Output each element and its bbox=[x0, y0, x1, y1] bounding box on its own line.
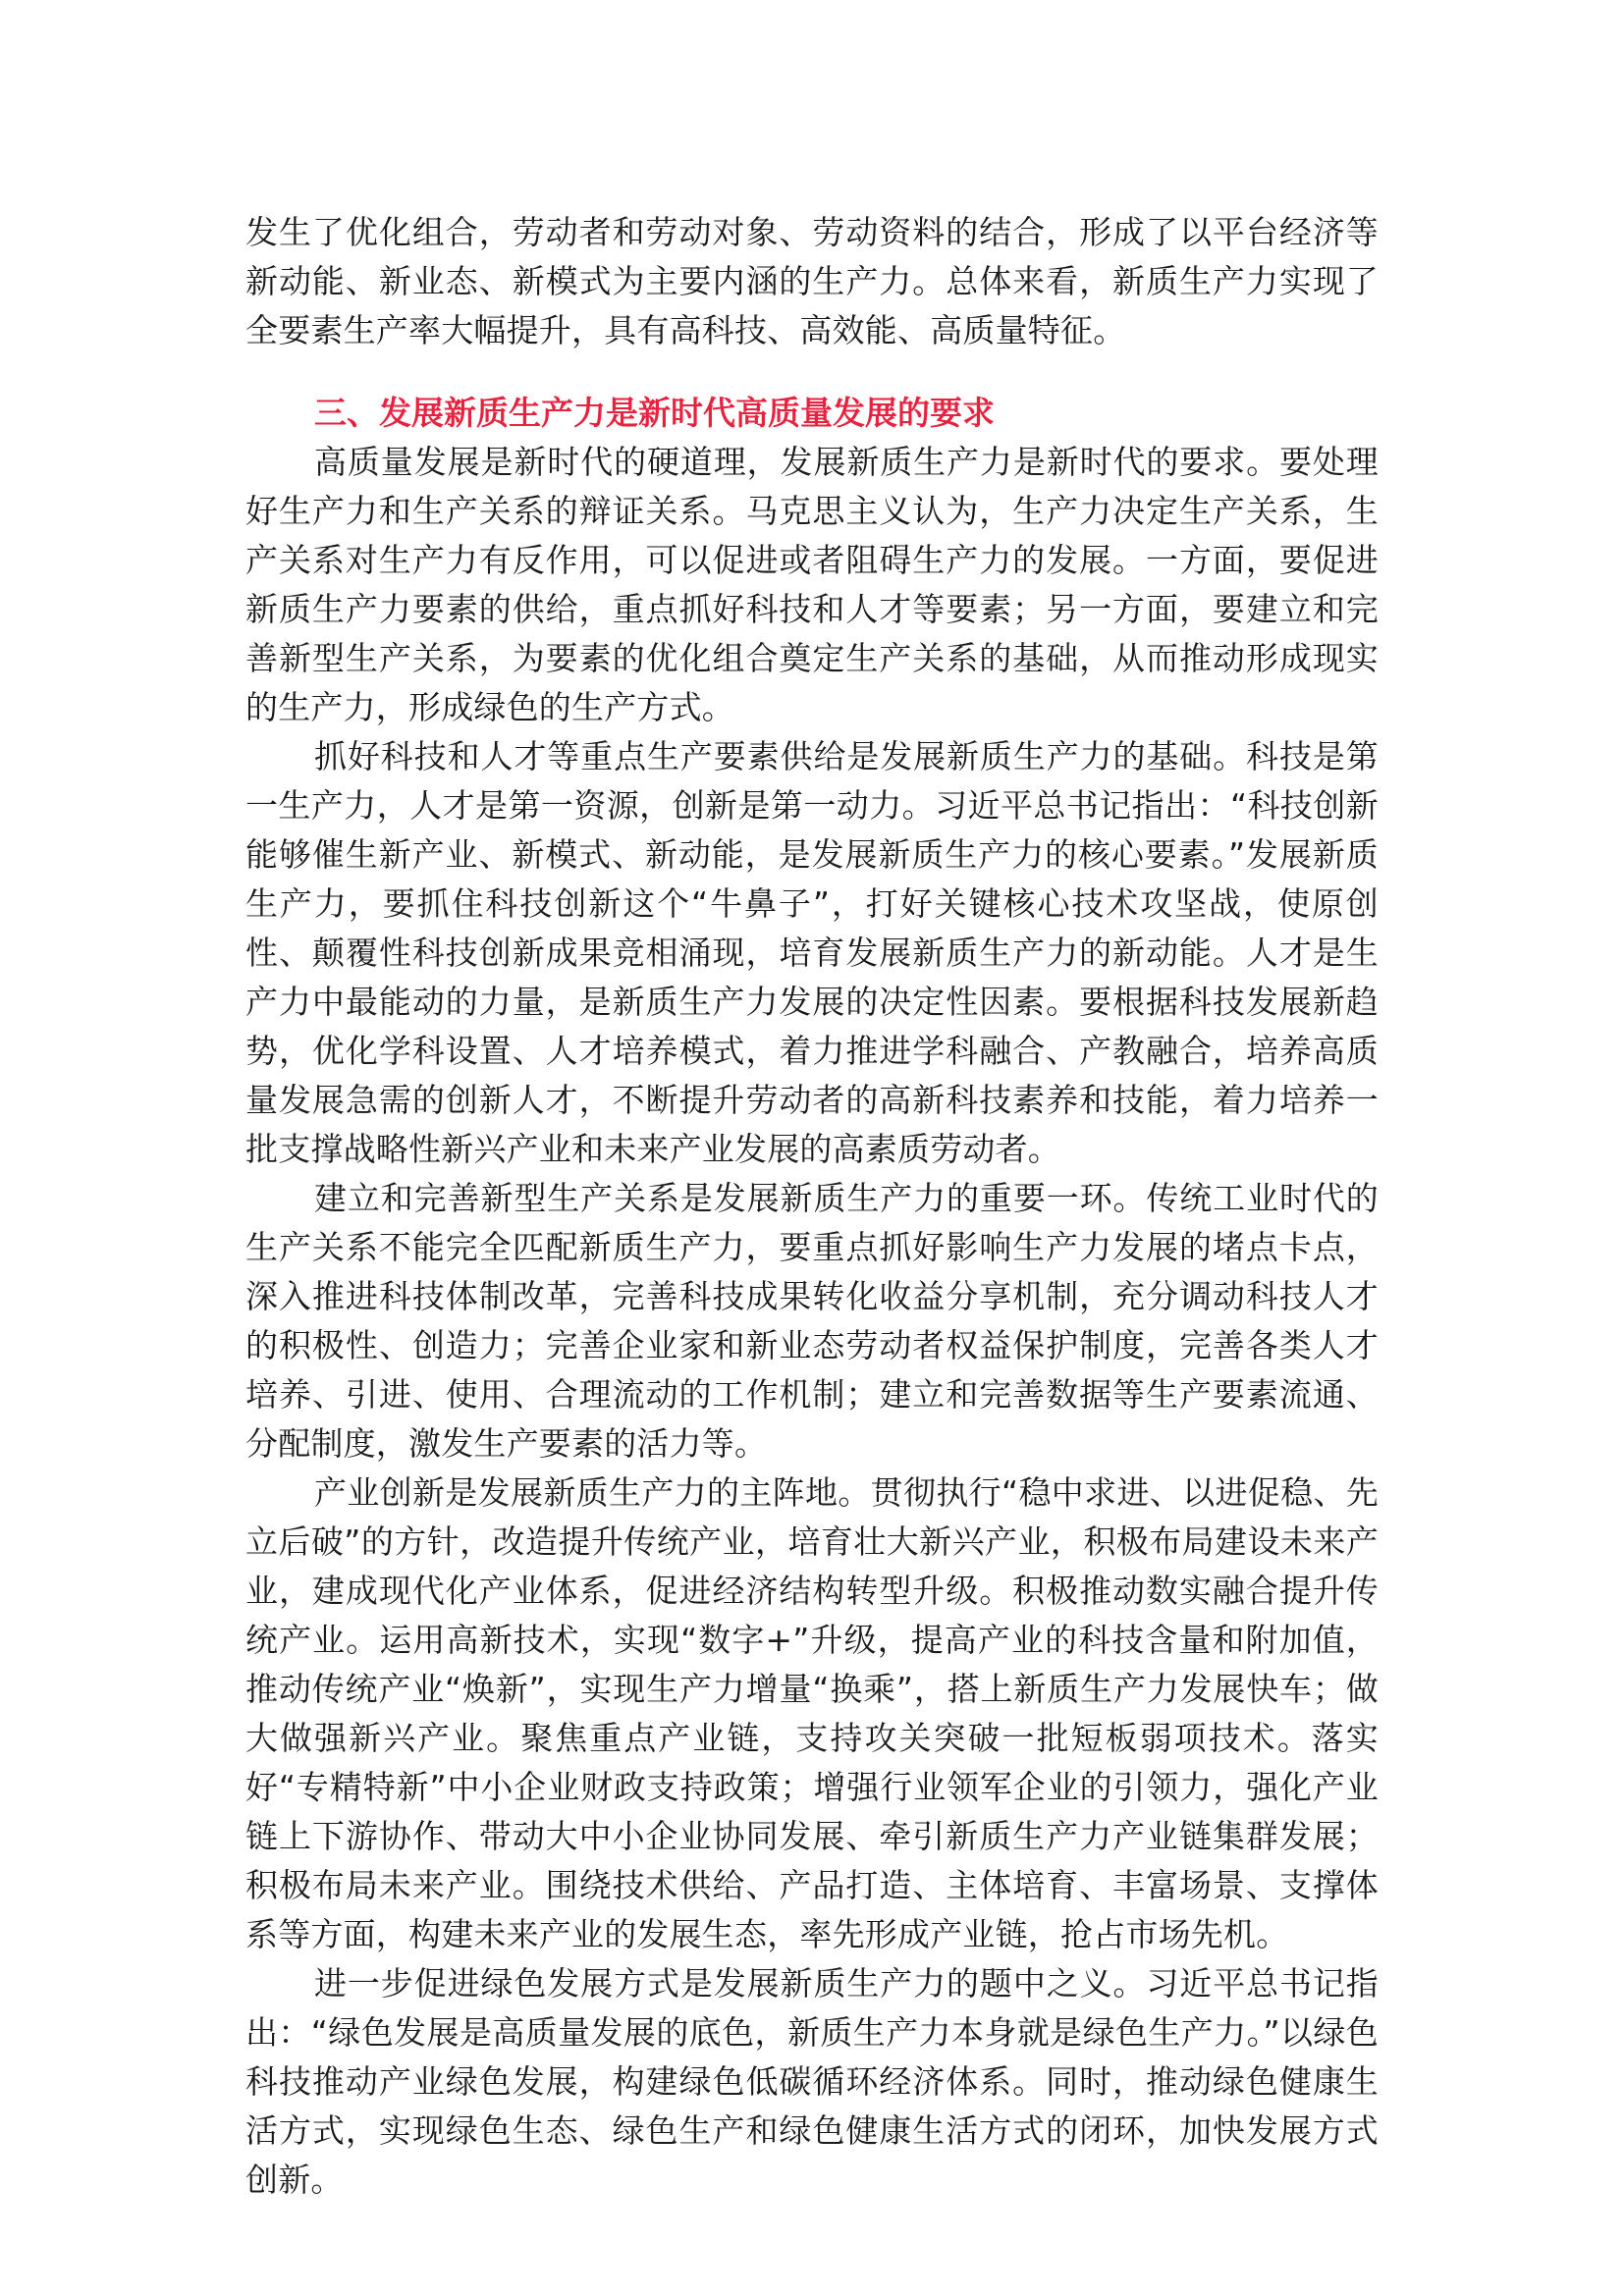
body-paragraph-1: 高质量发展是新时代的硬道理，发展新质生产力是新时代的要求。要处理好生产力和生产关系的辩证关系。马克思主义认为，生产力决定生产关系，生产关系对生产力有反作用，可以促进或者阻碍生产力的发展。一方面，要促进新质生产力要素的供给，重点抓好科技和人才等要素；另一方面，要建立和完善新型生产关系，为要素的优化组合奠定生产关系的基础，从而推动形成现实的生产力，形成绿色的生产方式。 bbox=[245, 443, 1379, 726]
body-paragraph-2: 抓好科技和人才等重点生产要素供给是发展新质生产力的基础。科技是第一生产力，人才是第一资源，创新是第一动力。习近平总书记指出：“科技创新能够催生新产业、新模式、新动能，是发展新质生产力的核心要素。”发展新质生产力，要抓住科技创新这个“牛鼻子”，打好关键核心技术攻坚战，使原创性、颠覆性科技创新成果竞相涌现，培育发展新质生产力的新动能。人才是生产力中最能动的力量，是新质生产力发展的决定性因素。要根据科技发展新趋势，优化学科设置、人才培养模式，着力推进学科融合、产教融合，培养高质量发展急需的创新人才，不断提升劳动者的高新科技素养和技能，着力培养一批支撑战略性新兴产业和未来产业发展的高素质劳动者。 bbox=[245, 737, 1379, 1168]
body-paragraph-3: 建立和完善新型生产关系是发展新质生产力的重要一环。传统工业时代的生产关系不能完全匹配新质生产力，要重点抓好影响生产力发展的堵点卡点，深入推进科技体制改革，完善科技成果转化收益分享机制，充分调动科技人才的积极性、创造力；完善企业家和新业态劳动者权益保护制度，完善各类人才培养、引进、使用、合理流动的工作机制；建立和完善数据等生产要素流通、分配制度，激发生产要素的活力等。 bbox=[245, 1179, 1379, 1463]
document-body bbox=[245, 208, 1379, 2205]
section-heading: 三、发展新质生产力是新时代高质量发展的要求 bbox=[314, 394, 995, 432]
body-paragraph-4: 产业创新是发展新质生产力的主阵地。贯彻执行“稳中求进、以进促稳、先立后破”的方针，改造提升传统产业，培育壮大新兴产业，积极布局建设未来产业，建成现代化产业体系，促进经济结构转型升级。积极推动数实融合提升传统产业。运用高新技术，实现“数字+”升级，提高产业的科技含量和附加值，推动传统产业“焕新”，实现生产力增量“换乘”，搭上新质生产力发展快车；做大做强新兴产业。聚焦重点产业链，支持攻关突破一批短板弱项技术。落实好“专精特新”中小企业财政支持政策；增强行业领军企业的引领力，强化产业链上下游协作、带动大中小企业协同发展、牵引新质生产力产业链集群发展；积极布局未来产业。围绕技术供给、产品打造、主体培育、丰富场景、支撑体系等方面，构建未来产业的发展生态，率先形成产业链，抢占市场先机。 bbox=[245, 1473, 1379, 1953]
body-paragraph-5: 进一步促进绿色发展方式是发展新质生产力的题中之义。习近平总书记指出：“绿色发展是高质量发展的底色，新质生产力本身就是绿色生产力。”以绿色科技推动产业绿色发展，构建绿色低碳循环经济体系。同时，推动绿色健康生活方式，实现绿色生态、绿色生产和绿色健康生活方式的闭环，加快发展方式创新。 bbox=[245, 1964, 1379, 2199]
intro-paragraph: 发生了优化组合，劳动者和劳动对象、劳动资料的结合，形成了以平台经济等新动能、新业态、新模式为主要内涵的生产力。总体来看，新质生产力实现了全要素生产率大幅提升，具有高科技、高效能、高质量特征。 bbox=[245, 213, 1379, 349]
